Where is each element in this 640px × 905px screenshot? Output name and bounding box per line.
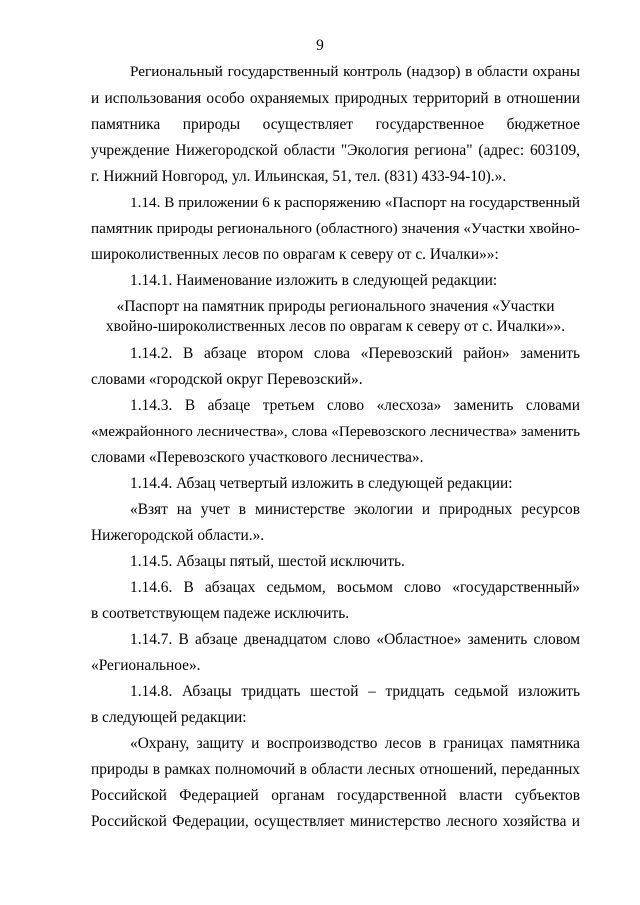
text-line: 1.14.8. Абзацы тридцать шестой – тридцать седьмой изложить	[130, 683, 580, 700]
text-line: учреждение Нижегородской области "Экология региона" (адрес: 603109,	[91, 142, 580, 159]
text-line: 1.14.3. В абзаце третьем слово «лесхоза» заменить словами	[130, 397, 580, 414]
text-line: «Взят на учет в министерстве экологии и природных ресурсов	[130, 501, 580, 518]
text-line: «Региональное».	[91, 657, 201, 674]
text-line: «межрайонного лесничества», слова «Перевозского лесничества» заменить	[91, 423, 580, 440]
text-line: 1.14.4. Абзац четвертый изложить в следующей редакции:	[130, 475, 513, 492]
text-line: «Охрану, защиту и воспроизводство лесов в границах памятника	[130, 735, 580, 752]
text-line: 1.14. В приложении 6 к распоряжению «Паспорт на государственный	[130, 194, 580, 211]
text-line: памятник природы регионального (областного) значения «Участки хвойно-	[91, 220, 580, 237]
text-line: Нижегородской области.».	[91, 527, 265, 544]
text-line: широколиственных лесов по оврагам к северу от с. Ичалки»»:	[91, 246, 499, 263]
text-line: г. Нижний Новгород, ул. Ильинская, 51, тел. (831) 433-94-10).».	[91, 168, 507, 185]
centered-line: хвойно-широколиственных лесов по оврагам к северу от с. Ичалки»».	[105, 318, 566, 335]
text-line: словами «Перевозского участкового лесничества».	[91, 449, 424, 466]
text-line: 1.14.1. Наименование изложить в следующей редакции:	[130, 272, 498, 289]
text-line: 1.14.5. Абзацы пятый, шестой исключить.	[130, 553, 405, 570]
text-line: 1.14.2. В абзаце втором слова «Перевозский район» заменить	[130, 345, 580, 362]
text-line: Российской Федерации, осуществляет министерство лесного хозяйства и	[91, 813, 580, 830]
page-number: 9	[316, 37, 324, 54]
text-line: словами «городской округ Перевозский».	[91, 371, 363, 388]
text-line: Российской Федерацией органам государственной власти субъектов	[91, 787, 580, 804]
centered-line: «Паспорт на памятник природы регионального значения «Участки	[116, 298, 555, 315]
text-line: 1.14.7. В абзаце двенадцатом слово «Областное» заменить словом	[130, 631, 580, 648]
text-line: и использования особо охраняемых природных территорий в отношении	[91, 90, 580, 107]
text-line: 1.14.6. В абзацах седьмом, восьмом слово «государственный»	[130, 579, 580, 596]
text-line: памятника природы осуществляет государственное бюджетное	[91, 116, 580, 133]
text-line: Региональный государственный контроль (надзор) в области охраны	[130, 63, 580, 80]
text-line: природы в рамках полномочий в области лесных отношений, переданных	[91, 761, 580, 778]
text-line: в следующей редакции:	[91, 709, 247, 726]
text-line: в соответствующем падеже исключить.	[91, 605, 350, 622]
